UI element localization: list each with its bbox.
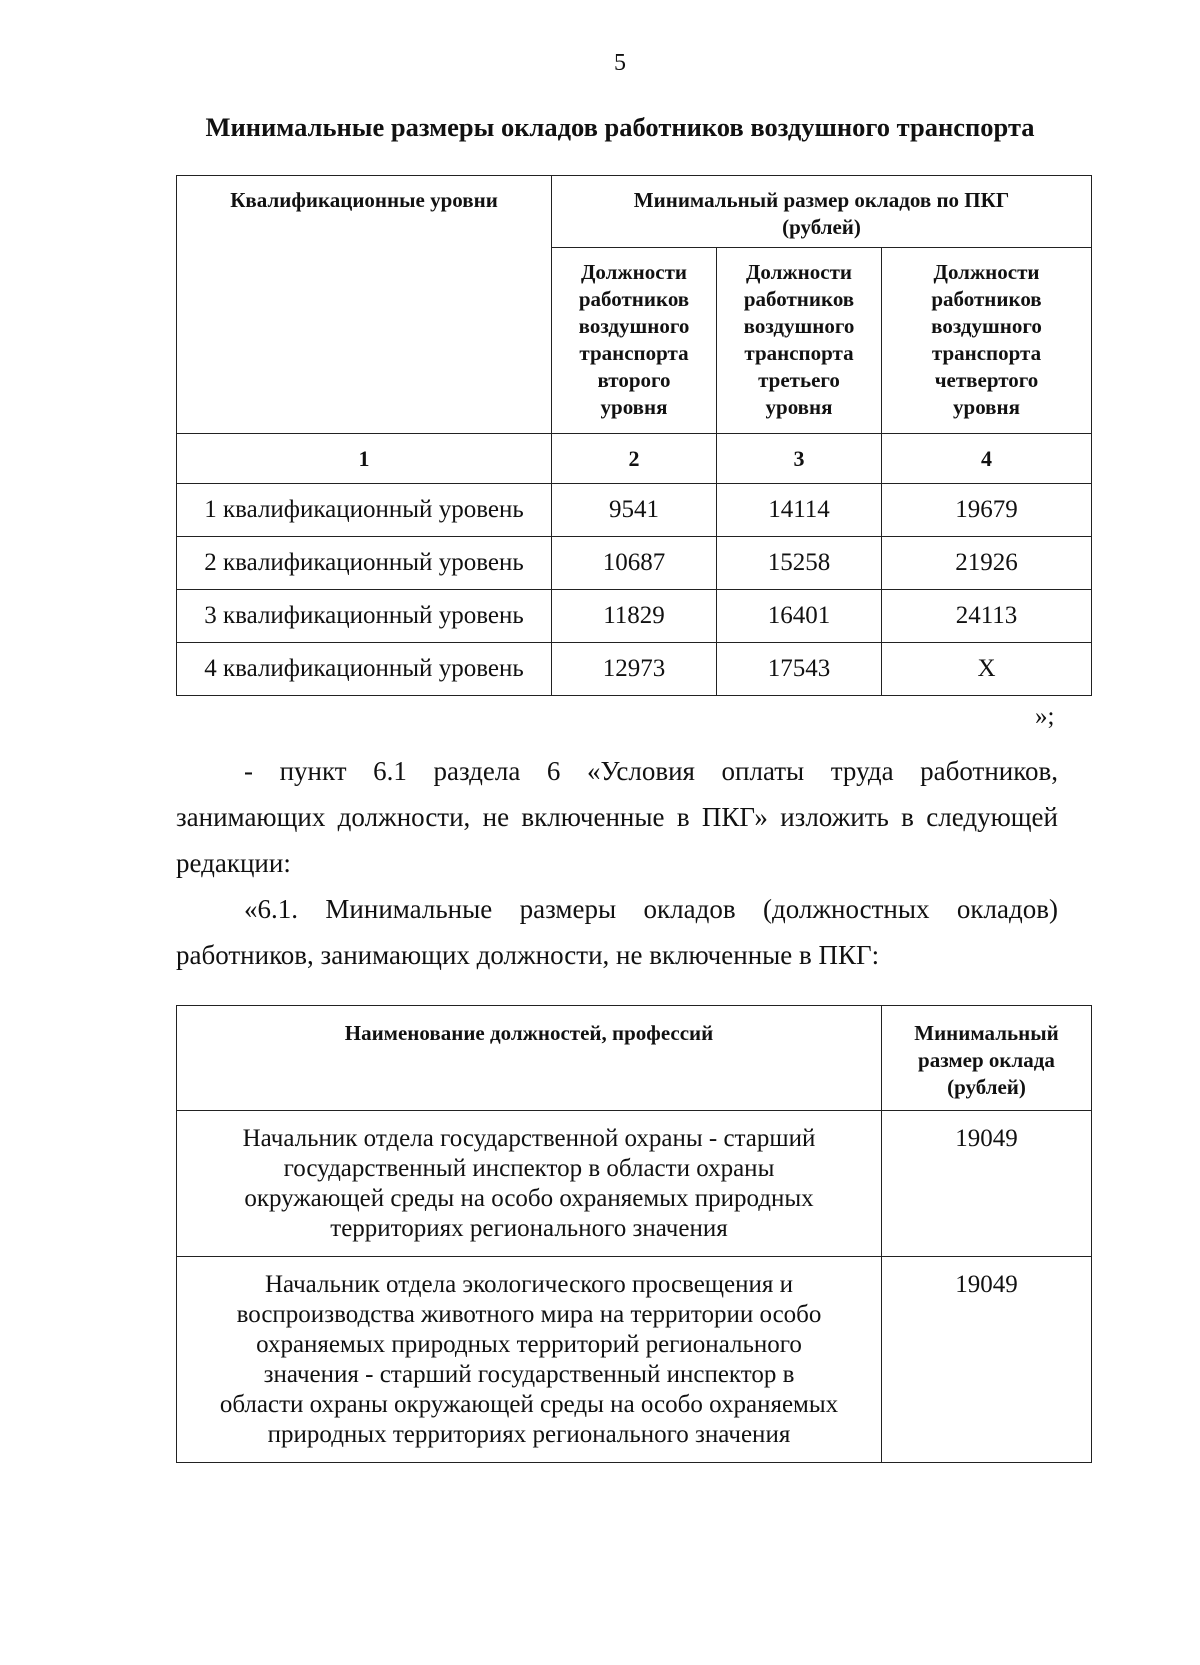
qualification-level-cell: 1 квалификационный уровень: [177, 484, 552, 537]
table-title: Минимальные размеры окладов работников воздушного транспорта: [205, 112, 1035, 142]
paragraph-line: - пункт 6.1 раздела 6 «Условия оплаты труда работников,: [244, 756, 1058, 786]
salary-cell: 15258: [717, 537, 882, 590]
header-line: работников: [743, 287, 855, 311]
salary-cell: 21926: [882, 537, 1092, 590]
salary-cell: 14114: [717, 484, 882, 537]
header-line: уровня: [953, 395, 1020, 419]
header-line: работников: [931, 287, 1042, 311]
header-line: Минимальный: [914, 1021, 1059, 1045]
table-row: [177, 537, 1092, 590]
paragraph-clause: [176, 886, 1058, 978]
salary-cell: Х: [882, 643, 1092, 696]
text-line: Начальник отдела государственной охраны - старший: [242, 1125, 816, 1152]
column-number: 3: [717, 434, 882, 484]
header-line: транспорта: [931, 341, 1042, 365]
position-name-cell: [177, 1111, 882, 1257]
col-header-min-salary: [882, 1006, 1092, 1111]
salary-cell: 24113: [882, 590, 1092, 643]
table-row: [177, 643, 1092, 696]
col-header-third-level: [717, 248, 882, 434]
column-number: 4: [882, 434, 1092, 484]
qualification-level-cell: 4 квалификационный уровень: [177, 643, 552, 696]
col-header-min-salary: [552, 176, 1092, 248]
table-row: [177, 1111, 1092, 1257]
header-line: Должности: [745, 260, 852, 284]
header-line: воздушного: [743, 314, 855, 338]
text-line: государственный инспектор в области охраны: [283, 1155, 775, 1182]
paragraph-line: занимающих должности, не включенные в ПКГ» изложить в следующей: [176, 802, 1058, 832]
header-line: уровня: [600, 395, 668, 419]
col-header-fourth-level: [882, 248, 1092, 434]
header-line: размер оклада: [918, 1048, 1055, 1072]
page-number: 5: [614, 50, 626, 76]
text-line: области охраны окружающей среды на особо охраняемых: [219, 1391, 839, 1418]
qualification-level-cell: 3 квалификационный уровень: [177, 590, 552, 643]
salary-cell: 12973: [552, 643, 717, 696]
salary-cell: 19049: [882, 1111, 1092, 1257]
text-line: окружающей среды на особо охраняемых природных: [244, 1185, 814, 1212]
paragraph-line: «6.1. Минимальные размеры окладов (должностных окладов): [244, 894, 1058, 924]
column-number-row: [177, 434, 1092, 484]
salary-cell: 17543: [717, 643, 882, 696]
salary-cell: 16401: [717, 590, 882, 643]
position-name-cell: [177, 1257, 882, 1463]
header-line: четвертого: [934, 368, 1039, 392]
positions-salary-table: [176, 1005, 1092, 1463]
header-line: Минимальный размер окладов по ПКГ: [633, 188, 1010, 212]
paragraph-line: работников, занимающих должности, не включенные в ПКГ:: [176, 940, 880, 970]
header-line: Должности: [933, 260, 1040, 284]
qualification-level-cell: 2 квалификационный уровень: [177, 537, 552, 590]
salary-cell: 10687: [552, 537, 717, 590]
table-row: [177, 590, 1092, 643]
header-line: второго: [597, 368, 671, 392]
col-header-qualification-levels: Квалификационные уровни: [177, 176, 552, 434]
header-line: (рублей): [947, 1075, 1026, 1099]
header-line: третьего: [758, 368, 840, 392]
text-line: воспроизводства животного мира на территории особо: [236, 1301, 822, 1328]
col-header-second-level: [552, 248, 717, 434]
table-row: [177, 484, 1092, 537]
salary-cell: 19049: [882, 1257, 1092, 1463]
header-line: транспорта: [744, 341, 854, 365]
col-header-position-names: Наименование должностей, профессий: [177, 1006, 882, 1111]
salary-cell: 19679: [882, 484, 1092, 537]
header-line: уровня: [765, 395, 833, 419]
header-line: воздушного: [578, 314, 690, 338]
column-number: 2: [552, 434, 717, 484]
text-line: Начальник отдела экологического просвещения и: [264, 1271, 794, 1298]
text-line: природных территориях регионального значения: [267, 1421, 791, 1448]
column-number: 1: [177, 434, 552, 484]
paragraph-line: редакции:: [176, 848, 291, 878]
text-line: значения - старший государственный инспектор в: [263, 1361, 795, 1388]
table-row: [177, 1257, 1092, 1463]
text-line: территориях регионального значения: [330, 1215, 728, 1242]
text-line: охраняемых природных территорий регионального: [256, 1331, 802, 1358]
header-line: Должности: [580, 260, 687, 284]
paragraph-amendment: [176, 748, 1058, 886]
header-line: транспорта: [579, 341, 689, 365]
header-line: (рублей): [782, 215, 861, 239]
header-line: работников: [578, 287, 690, 311]
salary-cell: 11829: [552, 590, 717, 643]
air-transport-salary-table: [176, 175, 1092, 696]
closing-quote: »;: [1035, 703, 1055, 730]
header-line: воздушного: [931, 314, 1042, 338]
salary-cell: 9541: [552, 484, 717, 537]
